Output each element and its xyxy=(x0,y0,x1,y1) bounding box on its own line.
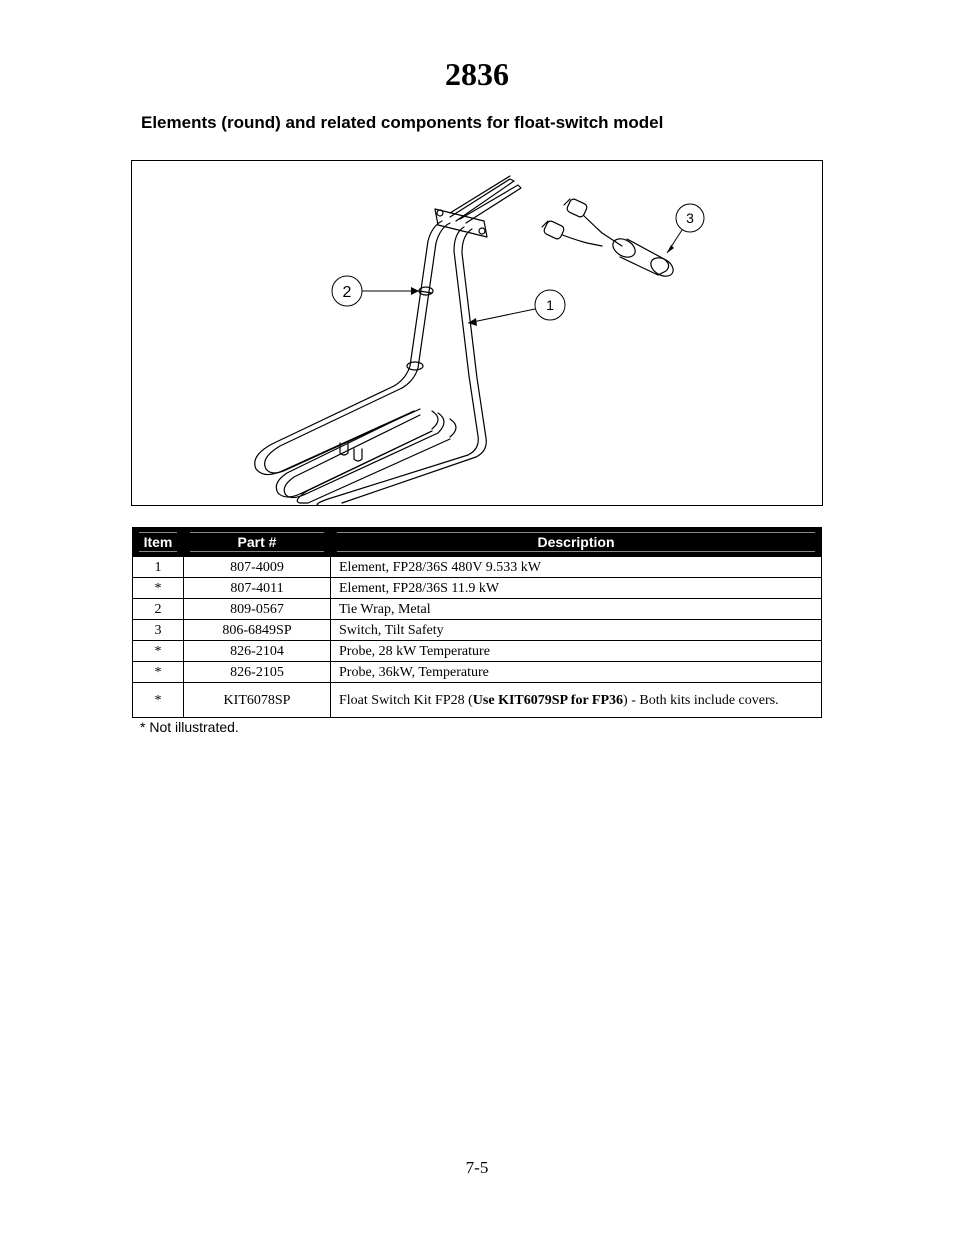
description-cell: Element, FP28/36S 480V 9.533 kW xyxy=(331,557,822,578)
part-number-cell: 826-2104 xyxy=(184,641,331,662)
parts-illustration xyxy=(131,160,823,506)
footnote: * Not illustrated. xyxy=(140,719,239,735)
description-cell: Probe, 36kW, Temperature xyxy=(331,662,822,683)
table-row xyxy=(133,620,822,641)
callout-3 xyxy=(667,204,704,253)
svg-text:1: 1 xyxy=(546,297,554,313)
item-cell: * xyxy=(133,662,184,683)
element-assembly-drawing xyxy=(132,161,822,505)
table-row xyxy=(133,662,822,683)
description-cell: Tie Wrap, Metal xyxy=(331,599,822,620)
table-row xyxy=(133,683,822,718)
table-row xyxy=(133,557,822,578)
table-row xyxy=(133,599,822,620)
column-header-part-number: Part # xyxy=(184,528,331,557)
part-number-cell: 826-2105 xyxy=(184,662,331,683)
part-number-cell: KIT6078SP xyxy=(184,683,331,718)
svg-text:2: 2 xyxy=(342,284,352,301)
part-number-cell: 807-4009 xyxy=(184,557,331,578)
description-text: ) - Both kits include covers. xyxy=(623,692,779,708)
item-cell: 1 xyxy=(133,557,184,578)
item-cell: 3 xyxy=(133,620,184,641)
svg-text:3: 3 xyxy=(686,210,694,226)
description-cell: Element, FP28/36S 11.9 kW xyxy=(331,578,822,599)
column-header-description: Description xyxy=(331,528,822,557)
description-cell: Switch, Tilt Safety xyxy=(331,620,822,641)
description-text: Float Switch Kit FP28 ( xyxy=(339,692,473,708)
table-row xyxy=(133,578,822,599)
callout-1 xyxy=(468,290,565,326)
description-cell: Probe, 28 kW Temperature xyxy=(331,641,822,662)
page-title: 2836 xyxy=(445,56,509,92)
item-cell: * xyxy=(133,641,184,662)
parts-table xyxy=(132,527,822,718)
table-row xyxy=(133,641,822,662)
item-cell: 2 xyxy=(133,599,184,620)
description-cell xyxy=(331,683,822,718)
item-cell: * xyxy=(133,578,184,599)
part-number-cell: 807-4011 xyxy=(184,578,331,599)
part-number-cell: 806-6849SP xyxy=(184,620,331,641)
item-cell: * xyxy=(133,683,184,718)
page-number: 7-5 xyxy=(465,1158,489,1177)
description-emphasis: Use KIT6079SP for FP36 xyxy=(472,692,624,708)
table-header-row xyxy=(133,528,822,557)
section-heading: Elements (round) and related components for float-switch model xyxy=(141,113,664,132)
column-header-item: Item xyxy=(133,528,184,557)
part-number-cell: 809-0567 xyxy=(184,599,331,620)
callout-2 xyxy=(332,276,419,306)
